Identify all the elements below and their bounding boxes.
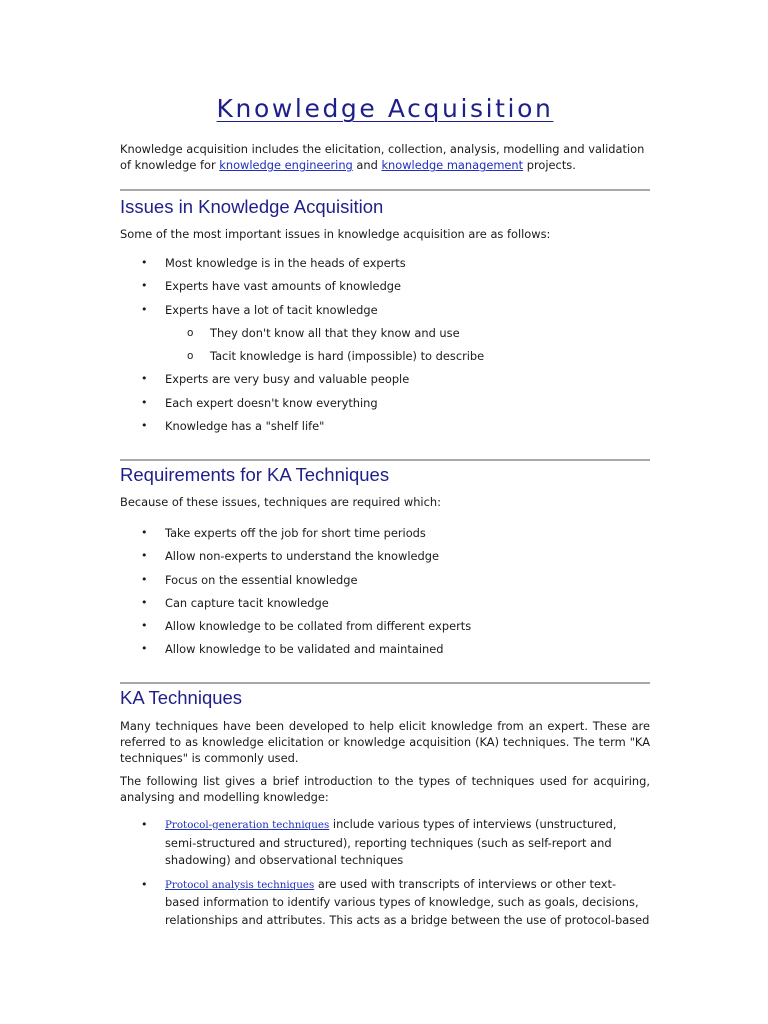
intro-paragraph: [120, 141, 650, 173]
list-item: • Protocol analysis techniques are used with transcripts of interviews or other text-based information to identify various types of knowledge, such as goals, decisions, relationships and attributes. This acts as a bridge between the use of protocol-based: [141, 876, 650, 927]
list-item: • Protocol-generation techniques include various types of interviews (unstructured, semi-structured and structured), reporting techniques (such as self-report and shadowing) and observational techniques: [141, 817, 617, 867]
list-item: • Allow knowledge to be validated and maintained: [141, 642, 444, 657]
list-item: • Experts have a lot of tacit knowledge: [141, 302, 378, 317]
list-item: • Take experts off the job for short time periods: [141, 526, 426, 540]
bullet-icon: •: [141, 549, 148, 563]
bullet-icon: •: [141, 279, 148, 293]
list-item: • Allow knowledge to be collated from different experts: [141, 619, 472, 634]
intro-suffix: projects.: [523, 158, 576, 172]
bullet-icon: •: [141, 818, 148, 831]
bullet-icon: •: [141, 372, 148, 386]
bullet-icon: •: [141, 302, 148, 316]
intro-middle: and: [352, 158, 382, 172]
requirements-list: [120, 525, 650, 665]
circle-bullet-icon: o: [187, 326, 194, 339]
bullet-icon: •: [141, 256, 148, 269]
sub-list-item: o Tacit knowledge is hard (impossible) to describe: [187, 349, 485, 364]
bullet-icon: •: [141, 877, 148, 891]
intro-line1: Knowledge acquisition includes the elicitation, collection, analysis, modelling and validation: [120, 142, 645, 156]
techniques-list: [120, 816, 650, 935]
sub-list-item: o They don't know all that they know and use: [187, 325, 460, 340]
techniques-paragraph-2: The following list gives a brief introduction to the types of techniques used for acquiring, analysing and modelling knowledge:: [120, 774, 650, 804]
bullet-icon: •: [141, 395, 148, 409]
page-title: Knowledge Acquisition: [216, 94, 554, 123]
bullet-icon: •: [141, 619, 148, 633]
list-item: • Most knowledge is in the heads of experts: [141, 256, 406, 270]
bullet-icon: •: [141, 572, 148, 586]
issues-lead: Some of the most important issues in knowledge acquisition are as follows:: [120, 227, 551, 241]
bullet-icon: •: [141, 419, 148, 433]
section-divider: [120, 189, 650, 191]
list-item: • Experts are very busy and valuable people: [141, 372, 410, 387]
circle-bullet-icon: o: [187, 350, 194, 363]
bullet-icon: •: [141, 526, 148, 539]
list-item: • Allow non-experts to understand the knowledge: [141, 549, 439, 564]
requirements-lead: Because of these issues, techniques are required which:: [120, 495, 441, 509]
bullet-icon: •: [141, 642, 148, 656]
techniques-paragraph-1: Many techniques have been developed to help elicit knowledge from an expert. These are referred to as knowledge elicitation or knowledge acquisition (KA) techniques. The term "KA techniques" is commonly used.: [120, 719, 650, 765]
list-item: • Each expert doesn't know everything: [141, 395, 378, 410]
requirements-heading: Requirements for KA Techniques: [120, 464, 390, 485]
protocol-generation-link[interactable]: Protocol-generation techniques: [165, 819, 330, 831]
list-item: • Knowledge has a "shelf life": [141, 419, 325, 434]
list-item: • Can capture tacit knowledge: [141, 595, 329, 610]
knowledge-management-link[interactable]: knowledge management: [381, 158, 524, 172]
knowledge-engineering-link[interactable]: knowledge engineering: [219, 158, 353, 172]
bullet-icon: •: [141, 595, 148, 609]
list-item: • Focus on the essential knowledge: [141, 572, 358, 587]
techniques-heading: KA Techniques: [120, 687, 243, 708]
issues-list: [120, 255, 650, 441]
section-divider: [120, 459, 650, 461]
section-divider: [120, 682, 650, 684]
list-item: • Experts have vast amounts of knowledge: [141, 279, 402, 294]
issues-heading: Issues in Knowledge Acquisition: [120, 196, 384, 217]
protocol-analysis-link[interactable]: Protocol analysis techniques: [165, 878, 315, 891]
intro-line2-prefix: of knowledge for: [120, 158, 220, 172]
